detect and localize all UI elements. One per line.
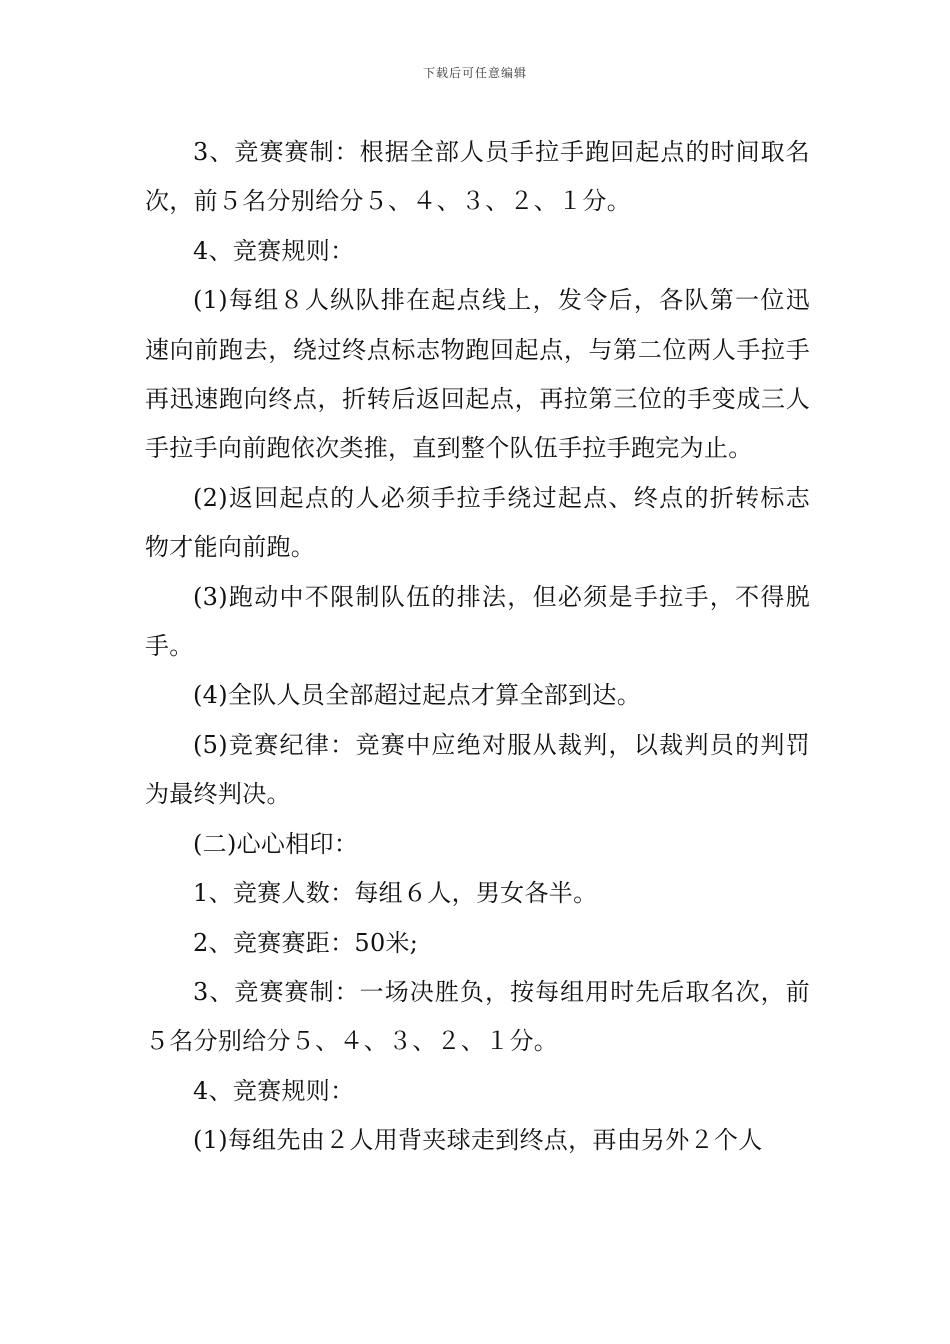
paragraph-race-format-2: 3、竞赛赛制：一场决胜负，按每组用时先后取名次，前５名分别给分５、４、３、２、１分。 xyxy=(145,977,810,1056)
section-heading-xinxinxiangyin: (二)心心相印： xyxy=(193,829,359,858)
paragraph-rule-2: (2)返回起点的人必须手拉手绕过起点、终点的折转标志物才能向前跑。 xyxy=(145,483,810,562)
paragraph-rule-1: (1)每组８人纵队排在起点线上，发令后，各队第一位迅速向前跑去，绕过终点标志物跑回起点，与第二位两人手拉手再迅速跑向终点，折转后返回起点，再拉第三位的手变成三人手拉手向前跑依次类推，直到整个队伍手拉手跑完为止。 xyxy=(145,286,810,463)
paragraph-distance: 2、竞赛赛距：50米; xyxy=(193,928,419,957)
paragraph-race-rules-heading: 4、竞赛规则： xyxy=(193,236,355,265)
paragraph-participants: 1、竞赛人数：每组６人，男女各半。 xyxy=(193,879,598,908)
paragraph-race-format: 3、竞赛赛制：根据全部人员手拉手跑回起点的时间取名次，前５名分别给分５、４、３、２、１分。 xyxy=(145,138,810,216)
paragraph-race-rules-heading-2: 4、竞赛规则： xyxy=(193,1076,355,1105)
document-body xyxy=(145,128,810,1166)
paragraph-rule-1-b: (1)每组先由２人用背夹球走到终点，再由另外２个人 xyxy=(193,1126,763,1155)
paragraph-rule-5: (5)竞赛纪律：竞赛中应绝对服从裁判，以裁判员的判罚为最终判决。 xyxy=(145,730,810,809)
page-header: 下载后可任意编辑 xyxy=(422,66,527,80)
paragraph-rule-3: (3)跑动中不限制队伍的排法，但必须是手拉手，不得脱手。 xyxy=(145,582,810,661)
paragraph-rule-4: (4)全队人员全部超过起点才算全部到达。 xyxy=(193,681,641,710)
